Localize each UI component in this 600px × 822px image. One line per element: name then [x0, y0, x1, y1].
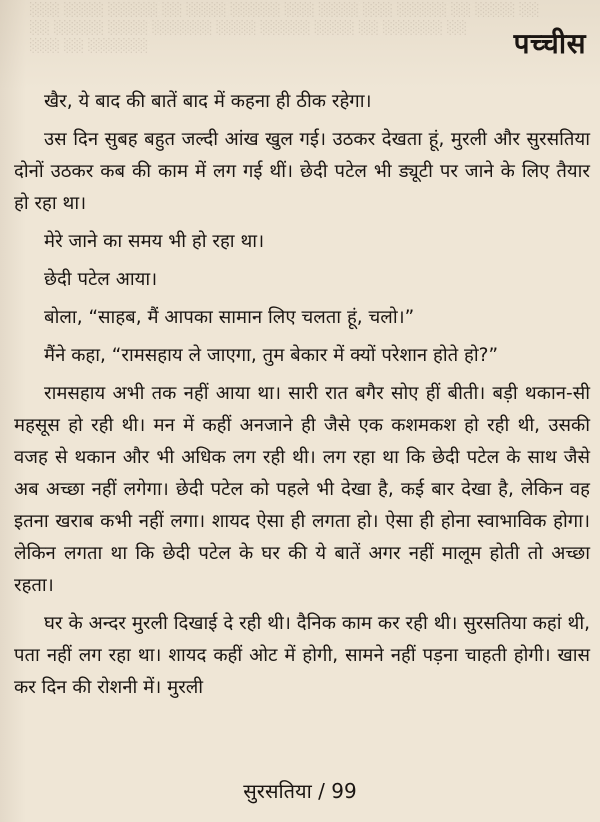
paragraph: मैंने कहा, “रामसहाय ले जाएगा, तुम बेकार में क्यों परेशान होते हो?”	[44, 345, 499, 366]
paragraph: बोला, “साहब, मैं आपका सामान लिए चलता हूं, चलो।”	[44, 307, 415, 328]
paragraph: रामसहाय अभी तक नहीं आया था। सारी रात बगैर सोए हीं बीती। बड़ी थकान-सी महसूस हो रही थी। मन में कहीं अनजाने ही जैसे एक कशमकश हो रही थी, उसकी वजह से थकान और भी अधिक लग रही थी। लग रहा था कि छेदी पटेल के साथ जैसे अब अच्छा नहीं लगेगा। छेदी पटेल को पहले भी देखा है, कई बार देखा है, लेकिन वह इतना खराब कभी नहीं लगा। शायद ऐसा ही लगता हो। ऐसा ही होना स्वाभाविक होगा। लेकिन लगता था कि छेदी पटेल के घर की ये बातें अगर नहीं मालूम होती तो अच्छा रहता।	[14, 383, 590, 596]
paragraph: छेदी पटेल आया।	[44, 269, 158, 290]
paragraph: उस दिन सुबह बहुत जल्दी आंख खुल गई। उठकर देखता हूं, मुरली और सुरसतिया दोनों उठकर कब की काम में लग गई थीं। छेदी पटेल भी ड्यूटी पर जाने के लिए तैयार हो रहा था।	[14, 129, 590, 214]
chapter-body	[14, 86, 590, 710]
paragraph: मेरे जाने का समय भी हो रहा था।	[44, 231, 265, 252]
paragraph: घर के अन्दर मुरली दिखाई दे रही थी। दैनिक काम कर रही थी। सुरसतिया कहां थी, पता नहीं लग रहा था। शायद कहीं ओट में होगी, सामने नहीं पड़ना चाहती होगी। खास कर दिन की रोशनी में। मुरली	[14, 613, 590, 698]
chapter-title: पच्चीस	[513, 27, 586, 60]
paragraph: खैर, ये बाद की बातें बाद में कहना ही ठीक रहेगा।	[44, 91, 372, 112]
show-through-text: ░░░ ░░░░ ░░░░░ ░░ ░░░░ ░░░░░ ░░░ ░░░░ ░░░ ░░░░░ ░░ ░░░░ ░░ ░░ ░░░░░ ░░░░ ░░░░░░ ░░░░ ░░░░░ ░░░░ ░░ ░░░░░░ ░░ ░░░ ░░ ░░░░░░	[30, 3, 540, 54]
page-footer: सुरसतिया / 99	[243, 779, 357, 803]
